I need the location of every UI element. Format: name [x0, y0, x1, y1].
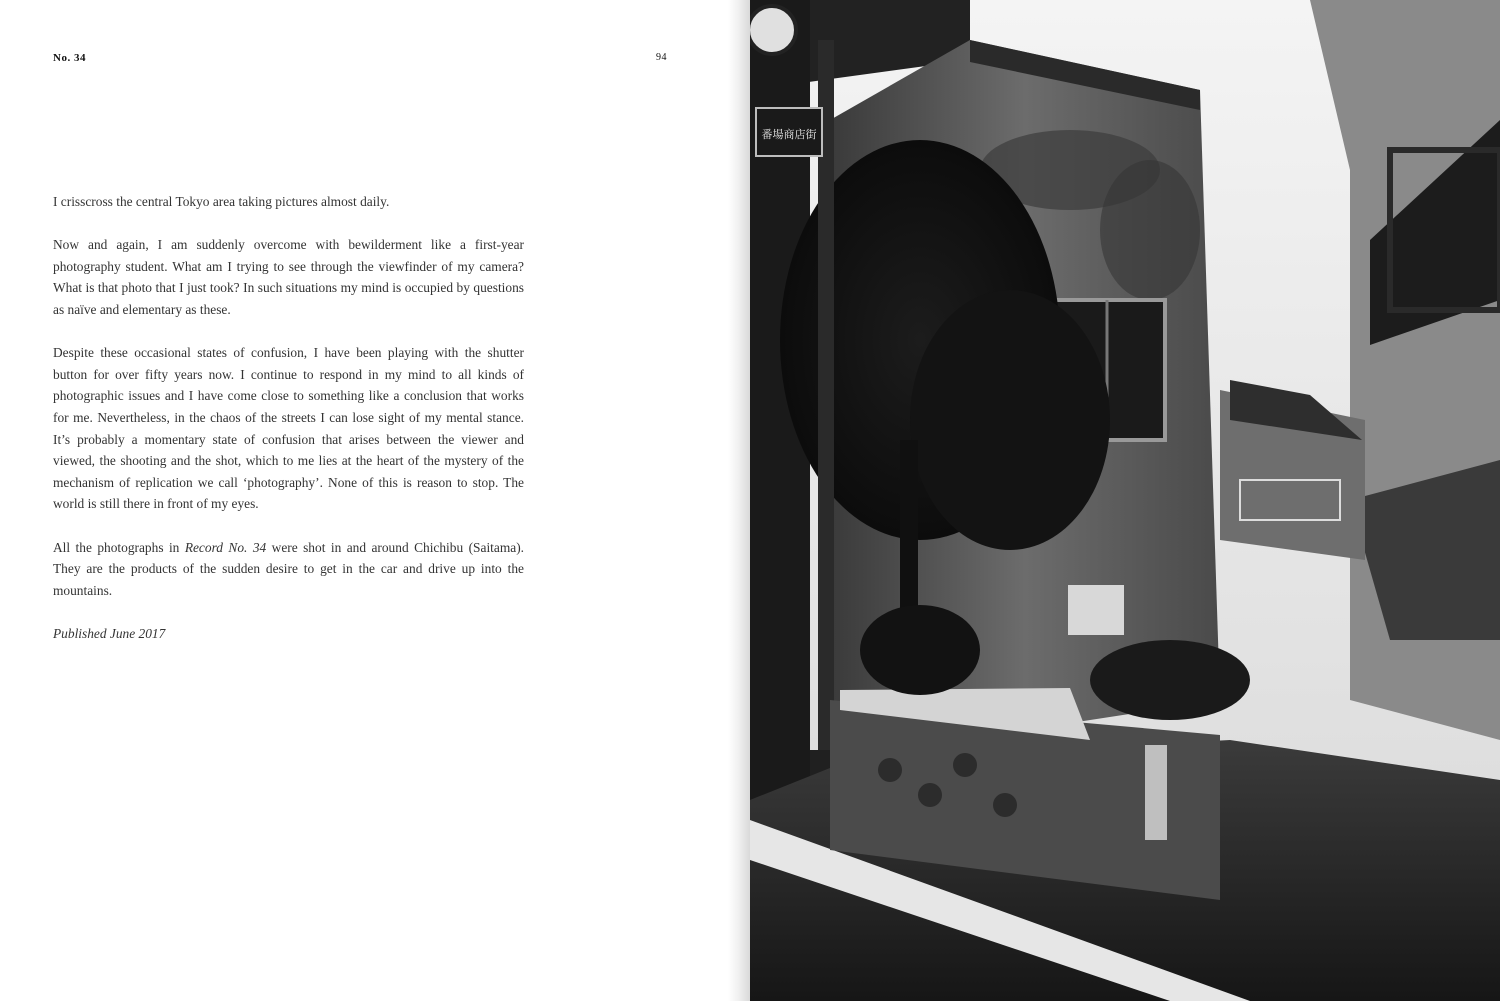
tree-canopy	[910, 290, 1110, 550]
record-title: Record No. 34	[184, 539, 267, 555]
page-gutter	[728, 0, 750, 1001]
paragraph-1: I crisscross the central Tokyo area taking pictures almost daily.	[53, 194, 390, 209]
paragraph-4-start: All the photographs in	[53, 539, 185, 555]
paragraph-3: Despite these occasional states of confusion, I have been playing with the shutter button for over fifty years now. I continue to respond in my mind to all kinds of photographic issues and I have come close to something like a conclusion that works for me. Nevertheless, in the chaos of the streets I can lose sight of my mental stance. It’s probably a momentary state of confusion that arises between the viewer and viewed, the shooting and the shot, which to me lies at the heart of the mystery of the mechanism of replication we call ‘photography’. None of this is reason to stop. The world is still there in front of my eyes.	[53, 345, 524, 512]
street-lamp	[750, 6, 796, 54]
publication-date: Published June 2017	[53, 625, 166, 641]
wall-vent	[878, 758, 902, 782]
essay-text	[53, 191, 524, 666]
garden-shrub	[1090, 640, 1250, 720]
wall-vent	[993, 793, 1017, 817]
paragraph-4-end: were shot in and around Chichibu (Saitama). They are the products of the sudden desire to get in the car and drive up into the mountains.	[53, 539, 525, 598]
wall-vent	[953, 753, 977, 777]
paragraph-2: Now and again, I am suddenly overcome with bewilderment like a first-year photography student. What am I trying to see through the viewfinder of my camera? What is that photo that I just took? In such situations my mind is occupied by questions as naïve and elementary as these.	[53, 237, 524, 317]
page-number: 94	[656, 52, 667, 63]
record-number-label: No. 34	[53, 52, 86, 64]
text-page	[0, 0, 738, 1001]
paragraph-4	[53, 537, 524, 602]
street-photograph	[750, 0, 1500, 1001]
garden-shrub	[860, 605, 980, 695]
street-sign-text: 番場商店街	[761, 128, 817, 141]
white-sign-panel	[1068, 585, 1124, 635]
wall-plaque	[1145, 745, 1167, 840]
wall-stain	[1100, 160, 1200, 300]
wall-vent	[918, 783, 942, 807]
